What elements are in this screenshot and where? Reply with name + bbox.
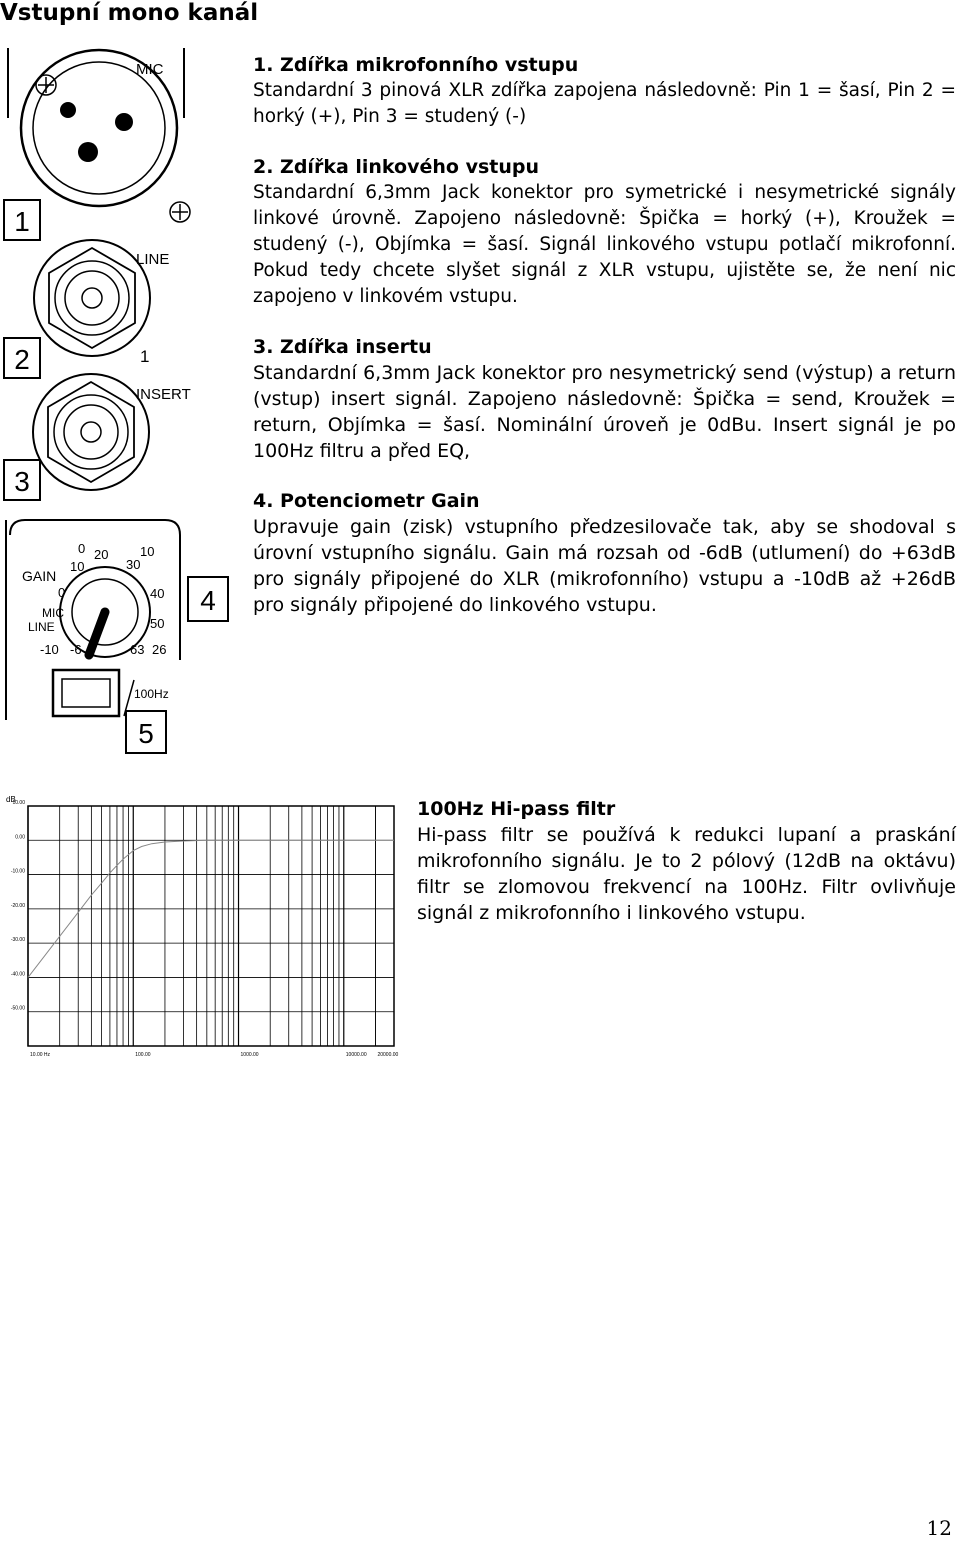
chart-x-tick-label: 10000.00 — [345, 1052, 367, 1058]
gain-label: GAIN — [22, 568, 57, 584]
gain-scale-label: 0 — [58, 585, 66, 600]
xlr-lock-icon — [36, 75, 56, 95]
page-number: 12 — [926, 1516, 952, 1540]
chart-y-tick-label: 0.00 — [15, 834, 25, 841]
section-hpf — [417, 796, 956, 926]
chart-y-tick-label: -40.00 — [10, 971, 25, 978]
gain-scale-label: 10 — [140, 544, 155, 559]
callout-number: 5 — [138, 718, 154, 749]
section-title: 2. Zdířka linkového vstupu — [253, 156, 540, 178]
channel-strip-diagram — [0, 40, 240, 765]
gain-scale-label: 26 — [152, 642, 167, 657]
section-gain — [253, 488, 956, 618]
chart-x-tick-label: 100.00 — [135, 1052, 151, 1058]
callout-number: 1 — [14, 206, 30, 237]
description-column — [253, 52, 956, 642]
chart-y-axis-label: dB — [6, 795, 16, 804]
section-body: Standardní 3 pinová XLR zdířka zapojena následovně: Pin 1 = šasí, Pin 2 = horký (+), Pin 3 = studený (-) — [253, 80, 956, 127]
chart-y-tick-label: -20.00 — [10, 902, 25, 909]
insert-label: INSERT — [136, 386, 191, 403]
gain-line-label: LINE — [28, 620, 55, 634]
chart-y-tick-label: 10.00 — [12, 800, 25, 806]
chart-y-tick-label: -10.00 — [10, 868, 25, 875]
chart-y-tick-label: -30.00 — [10, 937, 25, 944]
gain-scale-label: 50 — [150, 616, 165, 631]
chart-x-tick-label: 10.00 Hz — [30, 1052, 51, 1058]
gain-scale-label: 30 — [126, 557, 141, 572]
section-body: Standardní 6,3mm Jack konektor pro nesymetrický send (výstup) a return (vstup) insert signál. Zapojeno následovně: Špička = send, Kroužek = return, Objímka = šasí. Nominální úroveň je 0dBu. Insert signál je po 100Hz filtru a před EQ, — [253, 362, 956, 462]
callout-number: 3 — [14, 466, 30, 497]
hpf-label: 100Hz — [134, 687, 169, 701]
page-heading: Vstupní mono kanál — [0, 0, 259, 26]
section-insert — [253, 334, 956, 464]
section-title: 100Hz Hi-pass filtr — [417, 798, 616, 820]
gain-scale-label: 20 — [94, 547, 109, 562]
mic-label: MIC — [136, 61, 164, 78]
gain-mic-label: MIC — [42, 606, 64, 620]
chart-x-tick-label: 20000.00 — [377, 1052, 399, 1058]
section-title: 1. Zdířka mikrofonního vstupu — [253, 54, 579, 76]
section-body: Upravuje gain (zisk) vstupního předzesilovače tak, aby se shodoval s úrovní vstupního signálu. Gain má rozsah od -6dB (utlumení) do +63dB pro signály připojené do XLR (mikrofonního) vstupu a -10dB až +26dB pro signály připojené do linkového vstupu. — [253, 516, 956, 616]
chart-x-tick-label: 1000.00 — [240, 1052, 259, 1058]
section-title: 4. Potenciometr Gain — [253, 490, 480, 512]
gain-scale-label: -6 — [70, 642, 82, 657]
section-body: Hi-pass filtr se používá k redukci lupaní a praskání mikrofonního signálu. Je to 2 pólový (12dB na oktávu) filtr se zlomovou frekvencí na 100Hz. Filtr ovlivňuje signál z mikrofonního i linkového vstupu. — [417, 824, 956, 924]
section-mic-input — [253, 52, 956, 130]
gain-scale-label: 40 — [150, 586, 165, 601]
section-line-input — [253, 154, 956, 310]
gain-scale-label: 10 — [70, 559, 85, 574]
insert-number-label: 1 — [140, 347, 150, 366]
gain-scale-label: 63 — [130, 642, 145, 657]
gain-scale-label: 0 — [78, 541, 86, 556]
callout-number: 2 — [14, 344, 30, 375]
gain-scale-label: -10 — [40, 642, 59, 657]
section-title: 3. Zdířka insertu — [253, 336, 432, 358]
jack-lock-icon — [170, 202, 190, 222]
chart-y-tick-label: -50.00 — [10, 1005, 25, 1012]
line-label: LINE — [136, 251, 170, 268]
frequency-response-chart — [0, 790, 400, 1060]
callout-number: 4 — [200, 585, 216, 616]
section-body: Standardní 6,3mm Jack konektor pro symetrické i nesymetrické signály linkové úrovně. Zapojeno následovně: Špička = horký (+), Kroužek = studený (-), Objímka = šasí. Signál linkového vstupu potlačí mikrofonní. Pokud tedy chcete slyšet signál z XLR vstupu, ujistěte se, že není nic zapojeno v linkovém vstupu. — [253, 182, 956, 307]
